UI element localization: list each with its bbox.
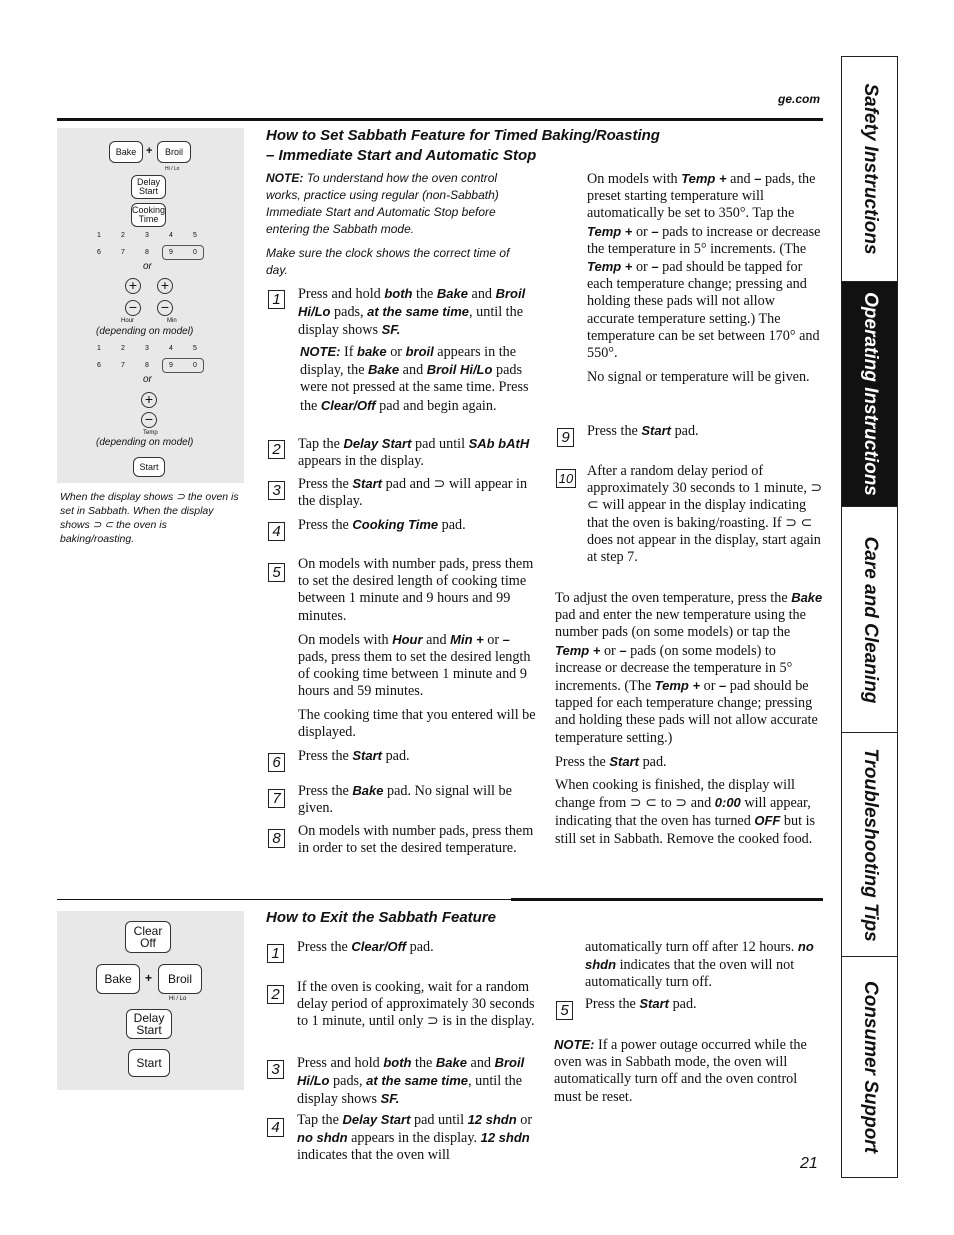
broil-pad: Broil: [157, 141, 191, 163]
step-number: 3: [268, 481, 285, 500]
step-4-text: Press the Cooking Time pad.: [298, 517, 466, 533]
broil-pad: Broil: [158, 964, 202, 994]
tab-troubleshooting-tips[interactable]: Troubleshooting Tips: [842, 733, 897, 957]
exit-step-4-text: Tap the Delay Start pad until 12 shdn or no shdn appears in the display. 12 shdn indicates that the oven will: [297, 1112, 533, 1164]
clock-note: Make sure the clock shows the correct time of day.: [266, 246, 510, 277]
digit: 9: [169, 362, 173, 369]
control-panel-illustration-1: [57, 128, 244, 483]
control-panel-illustration-2: [57, 911, 244, 1090]
key-outline: [162, 358, 204, 373]
step-number: 1: [268, 290, 285, 309]
intro-note: NOTE: To understand how the oven control works, practice using regular (non-Sabbath) Immediate Start and Automatic Stop before entering the Sabbath mode.: [266, 171, 499, 236]
step-number: 2: [267, 985, 284, 1004]
step-number: 10: [556, 469, 576, 488]
digit: 8: [145, 362, 149, 369]
exit-step-4-continued: automatically turn off after 12 hours. no shdn indicates that the oven will not automatically turn off.: [585, 939, 814, 991]
step-number: 8: [268, 829, 285, 848]
step-1-text: Press and hold both the Bake and Broil Hi/Lo pads, at the same time, until the display shows SF.: [298, 286, 526, 339]
step-7-text: Press the Bake pad. No signal will be given.: [298, 783, 512, 817]
plus-sign: +: [146, 145, 153, 157]
digit: 4: [169, 232, 173, 239]
step-10-text: After a random delay period of approximately 30 seconds to 1 minute, ⊃ ⊂ will appear in the display indicating that the oven is baking/roasting. If ⊃ ⊂ does not appear in the display, start again at step 7.: [587, 463, 823, 566]
section-divider-thick: [511, 898, 823, 901]
or-label: or: [143, 374, 152, 385]
or-label: or: [143, 261, 152, 272]
section-tabs: [841, 56, 898, 1178]
key-outline: [162, 245, 204, 260]
step-number: 4: [267, 1118, 284, 1137]
step-5-text: On models with number pads, press them to set the desired length of cooking time between 1 minute and 9 hours and 99 minutes. On models with Hour and Min + or – pads, press them to set the desired length of cooking time between 1 minute and 9 hours and 59 minutes. The cooking time that you entered will be displayed.: [298, 556, 536, 740]
sabbath-display-caption: When the display shows ⊃ the oven is set in Sabbath. When the display shows ⊃ ⊂ the oven is baking/roasting.: [60, 491, 239, 545]
depending-on-model-label: (depending on model): [96, 437, 194, 448]
digit: 6: [97, 362, 101, 369]
hour-label: Hour: [121, 318, 135, 324]
step-9-text: Press the Start pad.: [587, 423, 699, 439]
digit: 2: [121, 232, 125, 239]
site-url[interactable]: ge.com: [778, 92, 821, 106]
page-number: 21: [800, 1155, 818, 1172]
exit-step-1-text: Press the Clear/Off pad.: [297, 939, 434, 955]
digit: 9: [169, 249, 173, 256]
digit: 2: [121, 345, 125, 352]
power-outage-note: NOTE: If a power outage occurred while the oven was in Sabbath mode, the oven will automatically turn off and the oven control must be reset.: [554, 1037, 807, 1105]
bake-pad: Bake: [109, 141, 143, 163]
digit: 7: [121, 249, 125, 256]
step-number: 5: [556, 1001, 573, 1020]
clear-off-pad: Clear Off: [125, 921, 171, 953]
step-number: 2: [268, 440, 285, 459]
digit: 1: [97, 232, 101, 239]
digit: 3: [145, 232, 149, 239]
step-number: 7: [268, 789, 285, 808]
digit: 8: [145, 249, 149, 256]
temp-label: Temp: [143, 430, 158, 436]
top-rule: [57, 118, 823, 121]
plus-pad-icon: +: [125, 278, 141, 294]
step-number: 6: [268, 753, 285, 772]
plus-pad-icon: +: [157, 278, 173, 294]
plus-pad-icon: +: [141, 392, 157, 408]
step-6-text: Press the Start pad.: [298, 748, 410, 764]
exit-step-2-text: If the oven is cooking, wait for a random delay period of approximately 30 seconds to 1 minute, until only ⊃ is in the display.: [297, 979, 535, 1030]
exit-step-3-text: Press and hold both the Bake and Broil Hi/Lo pads, at the same time, until the display shows SF.: [297, 1055, 525, 1108]
section-title-timed-baking: How to Set Sabbath Feature for Timed Baking/Roasting – Immediate Start and Automatic Stop: [266, 127, 660, 164]
delay-start-pad: Delay Start: [131, 175, 166, 199]
minus-pad-icon: −: [141, 412, 157, 428]
step-8-continued: On models with Temp + and – pads, the preset starting temperature will automatically be set to 350°. Tap the Temp + or – pads to increase or decrease the temperature in 5° increments. (The Temp + or – pad should be tapped for each temperature change; pressing and holding these pads will not allow accurate temperature setting.) The temperature can be set between 170° and 550°. No signal or temperature will be given.: [587, 171, 821, 386]
digit: 5: [193, 345, 197, 352]
tab-safety-instructions[interactable]: Safety Instructions: [842, 57, 897, 282]
digit: 6: [97, 249, 101, 256]
minus-pad-icon: −: [125, 300, 141, 316]
start-pad: Start: [128, 1049, 170, 1077]
section-divider: [57, 899, 511, 900]
plus-sign: +: [145, 971, 153, 985]
step-8-text: On models with number pads, press them in order to set the desired temperature.: [298, 823, 534, 857]
step-2-text: Tap the Delay Start pad until SAb bAtH appears in the display.: [298, 436, 530, 470]
step-1-note: NOTE: If bake or broil appears in the display, the Bake and Broil Hi/Lo pads were not pressed at the same time. Press the Clear/Off pad and begin again.: [300, 344, 529, 414]
step-number: 5: [268, 563, 285, 582]
step-number: 4: [268, 522, 285, 541]
depending-on-model-label: (depending on model): [96, 326, 194, 337]
step-number: 9: [557, 428, 574, 447]
tab-consumer-support[interactable]: Consumer Support: [859, 980, 881, 1154]
digit: 0: [193, 249, 197, 256]
step-number: 1: [267, 944, 284, 963]
digit: 0: [193, 362, 197, 369]
bake-pad: Bake: [96, 964, 140, 994]
exit-step-5-text: Press the Start pad.: [585, 996, 697, 1012]
min-label: Min: [167, 318, 177, 324]
digit: 1: [97, 345, 101, 352]
tab-operating-instructions[interactable]: Operating Instructions: [842, 282, 897, 507]
digit: 7: [121, 362, 125, 369]
cooking-time-pad: Cooking Time: [131, 203, 166, 227]
step-number: 3: [267, 1060, 284, 1079]
tab-care-and-cleaning[interactable]: Care and Cleaning: [842, 507, 897, 733]
digit: 3: [145, 345, 149, 352]
start-pad: Start: [133, 457, 165, 477]
minus-pad-icon: −: [157, 300, 173, 316]
delay-start-pad: Delay Start: [126, 1009, 172, 1039]
hilo-label: Hi / Lo: [169, 996, 187, 1002]
step-3-text: Press the Start pad and ⊃ will appear in the display.: [298, 476, 528, 510]
hilo-label: Hi / Lo: [165, 166, 180, 172]
digit: 5: [193, 232, 197, 239]
section-title-exit-sabbath: How to Exit the Sabbath Feature: [266, 909, 497, 926]
digit: 4: [169, 345, 173, 352]
adjust-temp-text: To adjust the oven temperature, press the Bake pad and enter the new temperature using the number pads (on some models) or tap the Temp + or – pads (on some models) to increase or decrease the temperature in 5° increments. (The Temp + or – pad should be tapped for each temperature change; pressing and holding these pads will not allow accurate temperature setting.) Press the Start pad. When cooking is finished, the display will change from ⊃ ⊂ to ⊃ and 0:00 will appear, indicating that the oven has turned OFF but is still set in Sabbath. Remove the cooked food.: [555, 590, 823, 847]
